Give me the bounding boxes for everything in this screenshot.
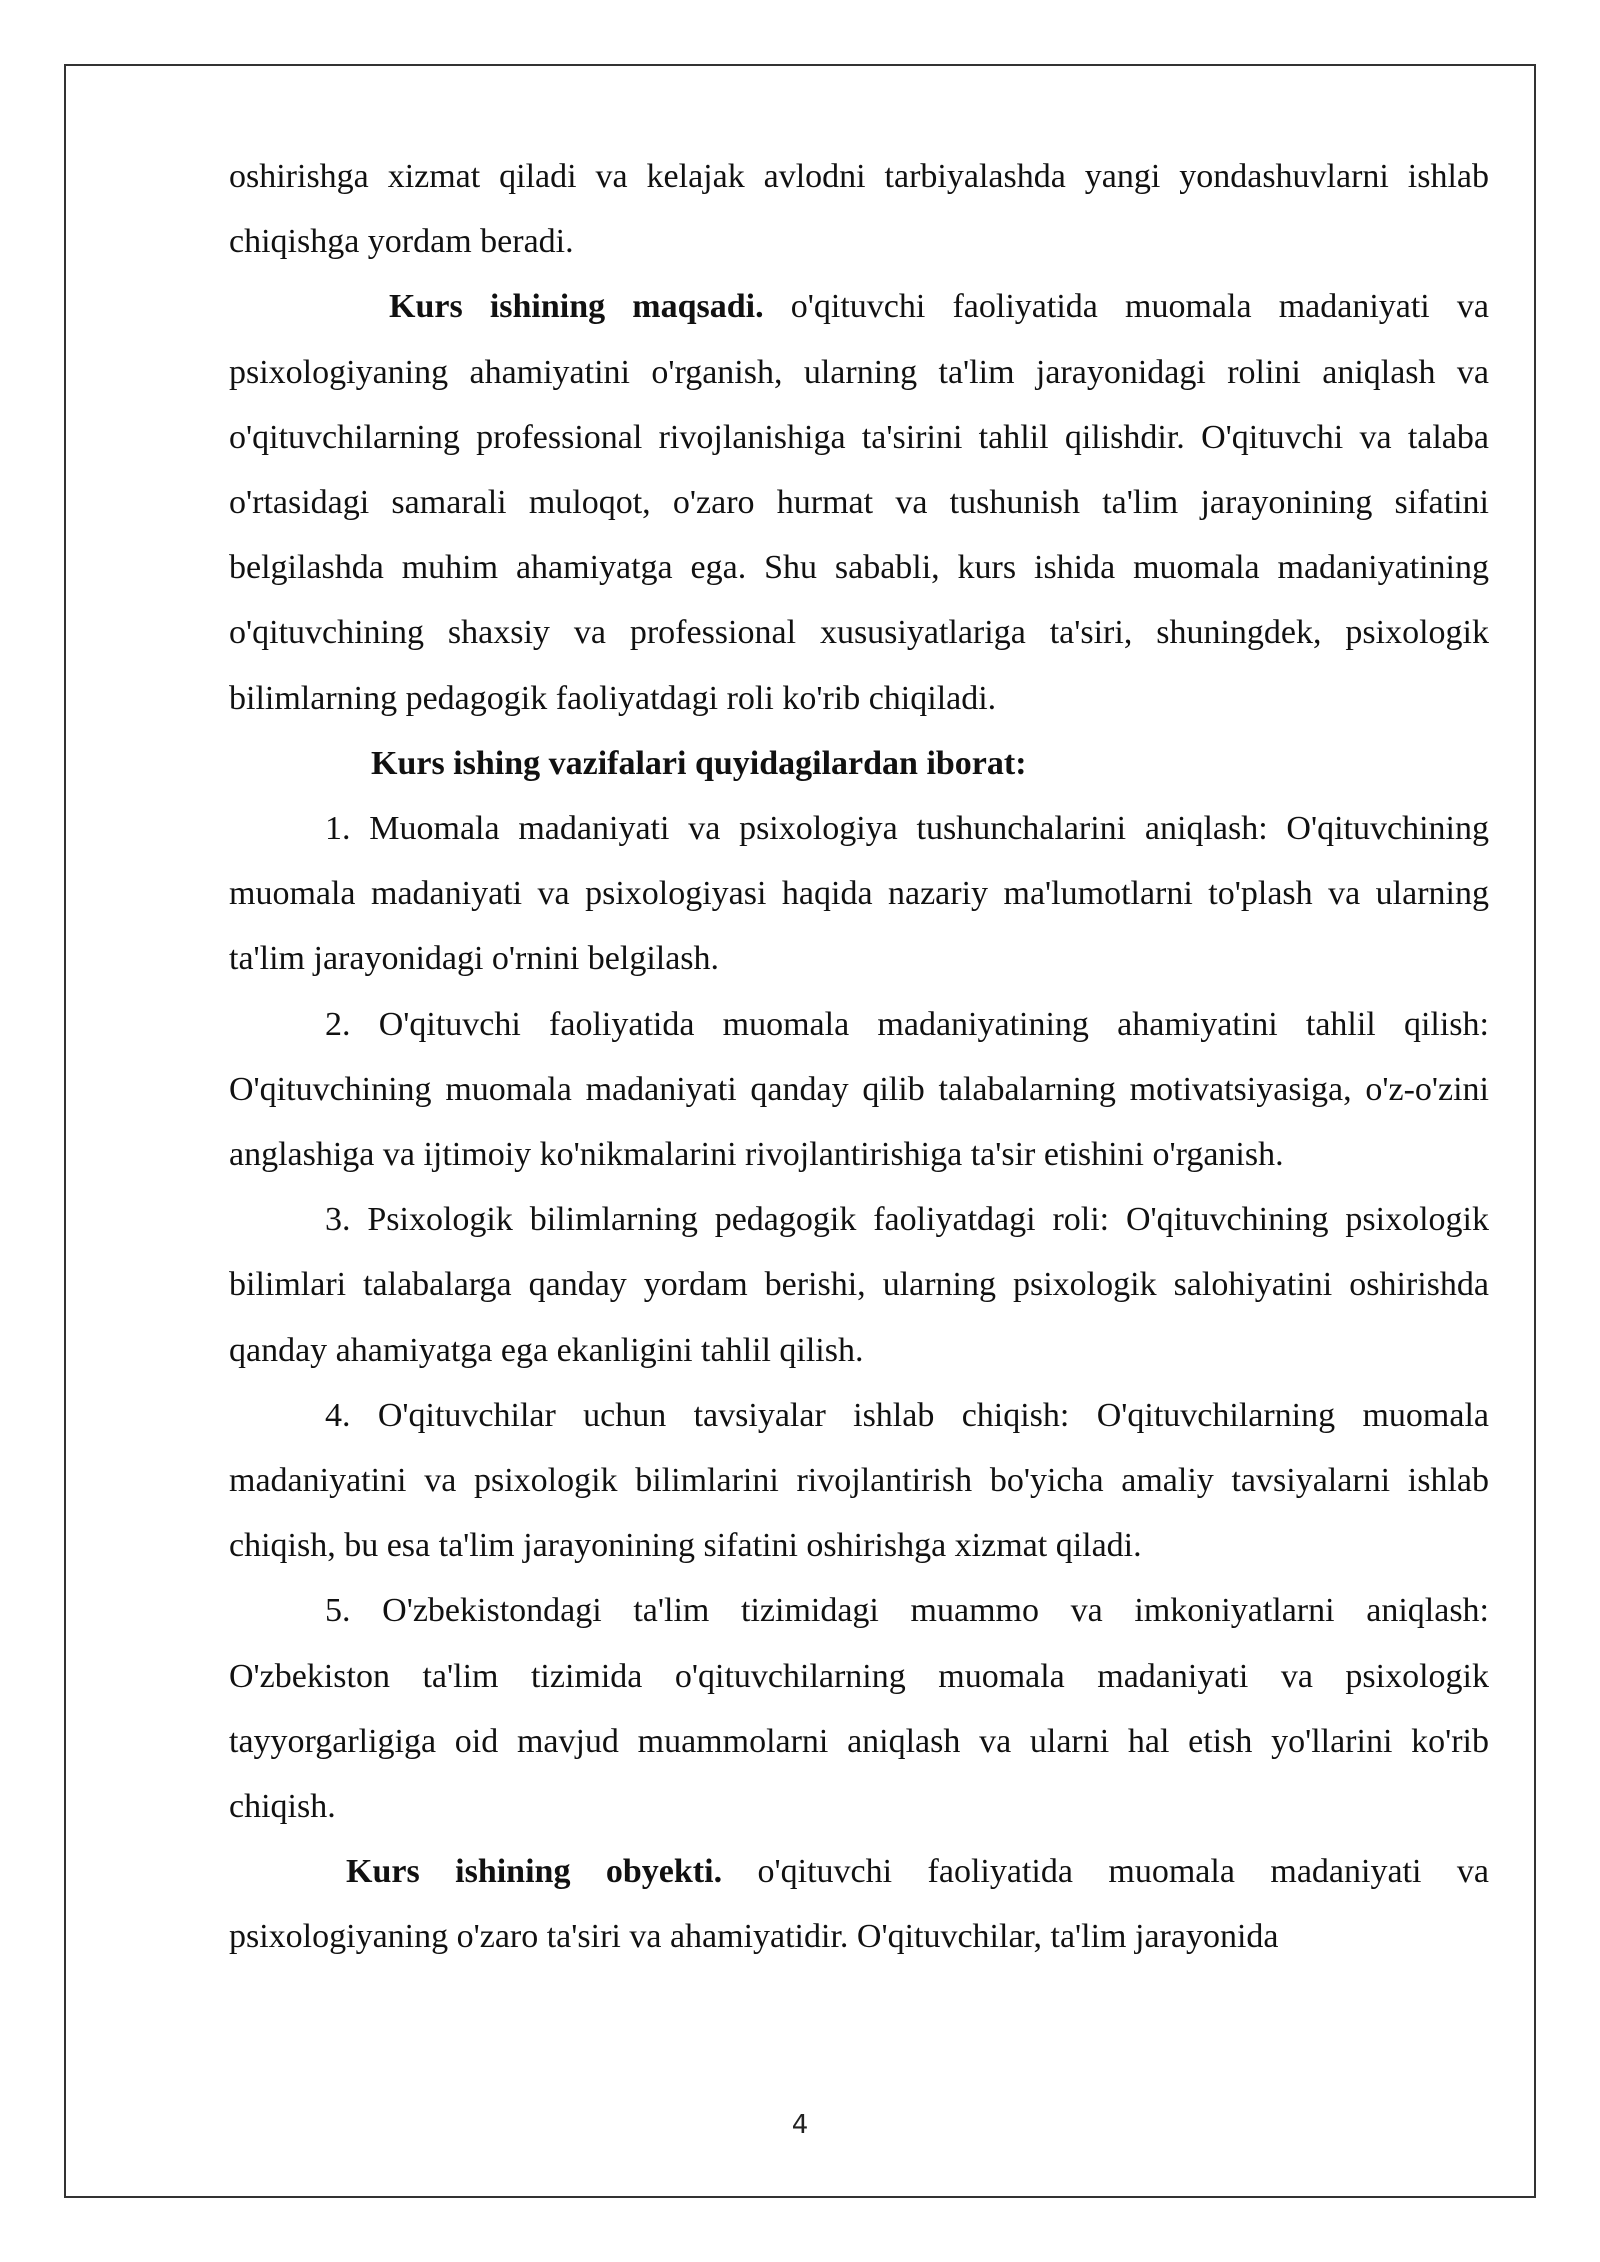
goal-label: Kurs ishining maqsadi. — [389, 288, 764, 326]
task-item-1: 1. Muomala madaniyati va psixologiya tushunchalarini aniqlash: O'qituvchining muomala madaniyati va psixologiyasi haqida nazariy ma'lumotlarni to'plash va ularning ta'lim jarayonidagi o'rnini belgilash. — [229, 810, 1489, 978]
document-body — [229, 144, 1489, 1970]
object-text: o'qituvchi faoliyatida muomala madaniyati va psixologiyaning o'zaro ta'siri va ahamiyatidir. O'qituvchilar, ta'lim jarayonida — [229, 1853, 1489, 1956]
page-number: 4 — [791, 2110, 809, 2140]
goal-text: o'qituvchi faoliyatida muomala madaniyati va psixologiyaning ahamiyatini o'rganish, ularning ta'lim jarayonidagi rolini aniqlash va o'qituvchilarning professional rivojlanishiga ta'sirini tahlil qilishdir. O'qituvchi va talaba o'rtasidagi samarali muloqot, o'zaro hurmat va tushunish ta'lim jarayonining sifatini belgilashda muhim ahamiyatga ega. Shu sababli, kurs ishida muomala madaniyatining o'qituvchining shaxsiy va professional xususiyatlariga ta'siri, shuningdek, psixologik bilimlarning pedagogik faoliyatdagi roli ko'rib chiqiladi. — [229, 288, 1489, 717]
object-paragraph — [229, 1839, 1489, 1969]
object-label: Kurs ishining obyekti. — [346, 1853, 723, 1891]
tasks-heading: Kurs ishing vazifalari quyidagilardan iborat: — [371, 744, 1027, 782]
goal-paragraph — [229, 274, 1489, 730]
task-item-2: 2. O'qituvchi faoliyatida muomala madaniyatining ahamiyatini tahlil qilish: O'qituvchining muomala madaniyati qanday qilib talabalarning motivatsiyasiga, o'z-o'zini anglashiga va ijtimoiy ko'nikmalarini rivojlantirishiga ta'sir etishini o'rganish. — [229, 1005, 1489, 1174]
intro-continuation-paragraph: oshirishga xizmat qiladi va kelajak avlodni tarbiyalashda yangi yondashuvlarni ishlab chiqishga yordam beradi. — [229, 158, 1489, 261]
task-item-5: 5. O'zbekistondagi ta'lim tizimidagi muammo va imkoniyatlarni aniqlash: O'zbekiston ta'lim tizimida o'qituvchilarning muomala madaniyati va psixologik tayyorgarligiga oid mavjud muammolarni aniqlash va ularni hal etish yo'llarini ko'rib chiqish. — [229, 1592, 1489, 1826]
task-item-4: 4. O'qituvchilar uchun tavsiyalar ishlab chiqish: O'qituvchilarning muomala madaniyatini va psixologik bilimlarini rivojlantirish bo'yicha amaliy tavsiyalarni ishlab chiqish, bu esa ta'lim jarayonining sifatini oshirishga xizmat qiladi. — [229, 1396, 1489, 1565]
task-item-3: 3. Psixologik bilimlarning pedagogik faoliyatdagi roli: O'qituvchining psixologik bilimlari talabalarga qanday yordam berishi, ularning psixologik salohiyatini oshirishda qanday ahamiyatga ega ekanligini tahlil qilish. — [229, 1201, 1489, 1369]
